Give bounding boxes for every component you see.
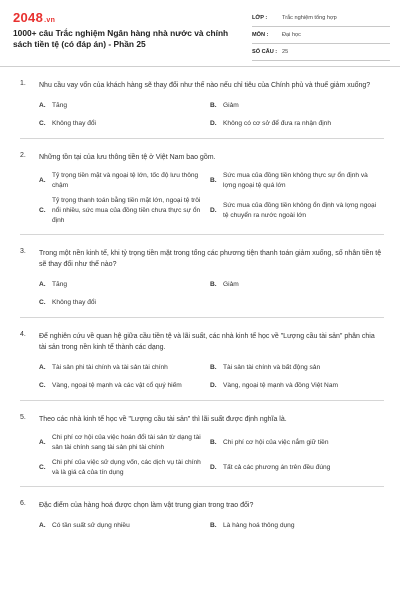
option-a[interactable] bbox=[39, 433, 210, 453]
question-1 bbox=[20, 67, 384, 139]
option-c[interactable] bbox=[39, 458, 210, 478]
option-text: Giảm bbox=[223, 101, 239, 109]
option-b[interactable] bbox=[210, 361, 384, 374]
question-text: Theo các nhà kinh tế học về "Lượng cầu tài sản" thì lãi suất được định nghĩa là. bbox=[39, 416, 287, 423]
question-text: Trong một nền kinh tế, khi tỷ trọng tiền mặt trong tổng các phương tiện thanh toán giảm xuống, số nhân tiền tệ sẽ thay đổi như thế nào? bbox=[39, 250, 382, 268]
question-number: 5. bbox=[20, 414, 26, 421]
option-letter: C. bbox=[39, 298, 46, 306]
meta-table bbox=[252, 10, 390, 61]
option-b[interactable] bbox=[210, 433, 384, 453]
question-text: Để nghiên cứu về quan hệ giữa cầu tiền tệ và lãi suất, các nhà kinh tế học về "Lượng cầu tài sản" phân chia tài sản trong nền kinh tế thành các dạng. bbox=[39, 333, 375, 351]
document-title: 1000+ câu Trắc nghiệm Ngân hàng nhà nước và chính sách tiền tệ (có đáp án) - Phần 25 bbox=[13, 28, 229, 49]
question-text: Nhu cầu vay vốn của khách hàng sẽ thay đổi như thế nào nếu chỉ tiêu của Chính phủ và thuế giảm xuống? bbox=[39, 82, 371, 89]
meta-key: SỐ CÂU : bbox=[252, 49, 278, 55]
meta-row-class bbox=[252, 10, 390, 27]
question-number: 1. bbox=[20, 80, 26, 87]
option-text: Có tần suất sử dụng nhiều bbox=[52, 521, 130, 529]
option-letter: B. bbox=[210, 177, 217, 184]
question-4 bbox=[20, 318, 384, 401]
option-letter: A. bbox=[39, 363, 46, 371]
option-b[interactable] bbox=[210, 519, 384, 532]
option-letter: A. bbox=[39, 439, 46, 446]
option-d[interactable] bbox=[210, 117, 384, 130]
option-letter: A. bbox=[39, 280, 46, 288]
meta-row-count bbox=[252, 44, 390, 61]
question-6 bbox=[20, 487, 384, 540]
logo-suffix: .vn bbox=[44, 17, 56, 24]
option-text: Tất cả các phương án trên đều đúng bbox=[223, 464, 331, 471]
option-letter: B. bbox=[210, 363, 217, 371]
question-number: 3. bbox=[20, 248, 26, 255]
option-a[interactable] bbox=[39, 519, 210, 532]
option-letter: B. bbox=[210, 521, 217, 529]
question-3 bbox=[20, 235, 384, 318]
option-text: Tài sản tài chính và bất động sản bbox=[223, 363, 321, 371]
option-c[interactable] bbox=[39, 296, 210, 309]
option-letter: C. bbox=[39, 381, 46, 389]
question-list bbox=[0, 67, 400, 540]
option-text: Không thay đổi bbox=[52, 119, 96, 127]
option-letter: D. bbox=[210, 119, 217, 127]
option-text: Tăng bbox=[52, 280, 68, 288]
option-a[interactable] bbox=[39, 278, 210, 291]
option-letter: C. bbox=[39, 464, 46, 471]
meta-value: Đại học bbox=[282, 32, 301, 38]
option-text: Chi phí cơ hội của việc nắm giữ tiền bbox=[223, 439, 329, 446]
option-text: Là hàng hoá thông dụng bbox=[223, 521, 295, 529]
option-letter: D. bbox=[210, 464, 217, 471]
meta-key: LỚP : bbox=[252, 15, 268, 21]
option-b[interactable] bbox=[210, 99, 384, 112]
option-text: Không có cơ sở để đưa ra nhận định bbox=[223, 119, 332, 127]
option-text: Tỷ trọng thanh toán bằng tiền mặt lớn, ngoại tệ trôi nổi nhiều, sức mua của đồng tiền chưa thực sự ổn định bbox=[52, 197, 201, 224]
question-text: Những tồn tại của lưu thông tiền tệ ở Việt Nam bao gồm. bbox=[39, 154, 216, 161]
option-c[interactable] bbox=[39, 196, 210, 226]
option-text: Vàng, ngoại tệ mạnh và đồng Việt Nam bbox=[223, 381, 338, 389]
question-text: Đặc điểm của hàng hoá được chọn làm vật trung gian trong trao đổi? bbox=[39, 502, 254, 509]
option-text: Tỷ trọng tiền mặt và ngoại tệ lớn, tốc độ lưu thông chậm bbox=[52, 172, 199, 189]
meta-value: 25 bbox=[282, 49, 289, 55]
answer-options bbox=[39, 519, 384, 532]
logo-text: 2048 bbox=[13, 10, 44, 25]
site-logo[interactable] bbox=[13, 10, 55, 25]
option-letter: B. bbox=[210, 439, 217, 446]
option-b[interactable] bbox=[210, 278, 384, 291]
option-d[interactable] bbox=[210, 196, 384, 226]
answer-options bbox=[39, 278, 384, 309]
option-letter: A. bbox=[39, 177, 46, 184]
option-b[interactable] bbox=[210, 171, 384, 191]
option-letter: A. bbox=[39, 521, 46, 529]
option-text: Giảm bbox=[223, 280, 239, 288]
option-a[interactable] bbox=[39, 99, 210, 112]
option-text: Sức mua của đồng tiền không thực sự ổn định và lợng ngoại tệ quá lớn bbox=[223, 172, 368, 189]
answer-options bbox=[39, 361, 384, 392]
option-text: Chi phí của việc sử dụng vốn, các dịch vụ tài chính và là giá cả của tín dụng bbox=[52, 459, 201, 476]
question-5 bbox=[20, 401, 384, 487]
option-c[interactable] bbox=[39, 379, 210, 392]
option-letter: C. bbox=[39, 207, 46, 214]
option-letter: A. bbox=[39, 101, 46, 109]
option-text: Tài sản phi tài chính và tài sản tài chính bbox=[52, 363, 168, 371]
option-a[interactable] bbox=[39, 361, 210, 374]
answer-options bbox=[39, 433, 384, 478]
option-text: Vàng, ngoại tệ mạnh và các vật cổ quý hiếm bbox=[52, 381, 182, 389]
meta-row-subject bbox=[252, 27, 390, 44]
page-header bbox=[0, 0, 400, 67]
question-2 bbox=[20, 139, 384, 235]
option-a[interactable] bbox=[39, 171, 210, 191]
option-text: Chi phí cơ hội của việc hoán đổi tài sản từ dạng tài sản tài chính sang tài sản phi tài chính bbox=[52, 434, 201, 451]
option-text: Không thay đổi bbox=[52, 298, 96, 306]
meta-key: MÔN : bbox=[252, 32, 269, 38]
question-number: 4. bbox=[20, 331, 26, 338]
option-letter: B. bbox=[210, 280, 217, 288]
question-number: 2. bbox=[20, 152, 26, 159]
option-letter: D. bbox=[210, 207, 217, 214]
option-text: Tăng bbox=[52, 101, 68, 109]
answer-options bbox=[39, 99, 384, 130]
option-d[interactable] bbox=[210, 458, 384, 478]
answer-options bbox=[39, 171, 384, 226]
option-d[interactable] bbox=[210, 379, 384, 392]
option-c[interactable] bbox=[39, 117, 210, 130]
option-text: Sức mua của đồng tiền không ổn định và lợng ngoại tệ chuyển ra nước ngoài lớn bbox=[223, 202, 377, 219]
question-number: 6. bbox=[20, 500, 26, 507]
option-letter: B. bbox=[210, 101, 217, 109]
option-letter: C. bbox=[39, 119, 46, 127]
meta-value: Trắc nghiệm tổng hợp bbox=[282, 15, 337, 21]
option-letter: D. bbox=[210, 381, 217, 389]
